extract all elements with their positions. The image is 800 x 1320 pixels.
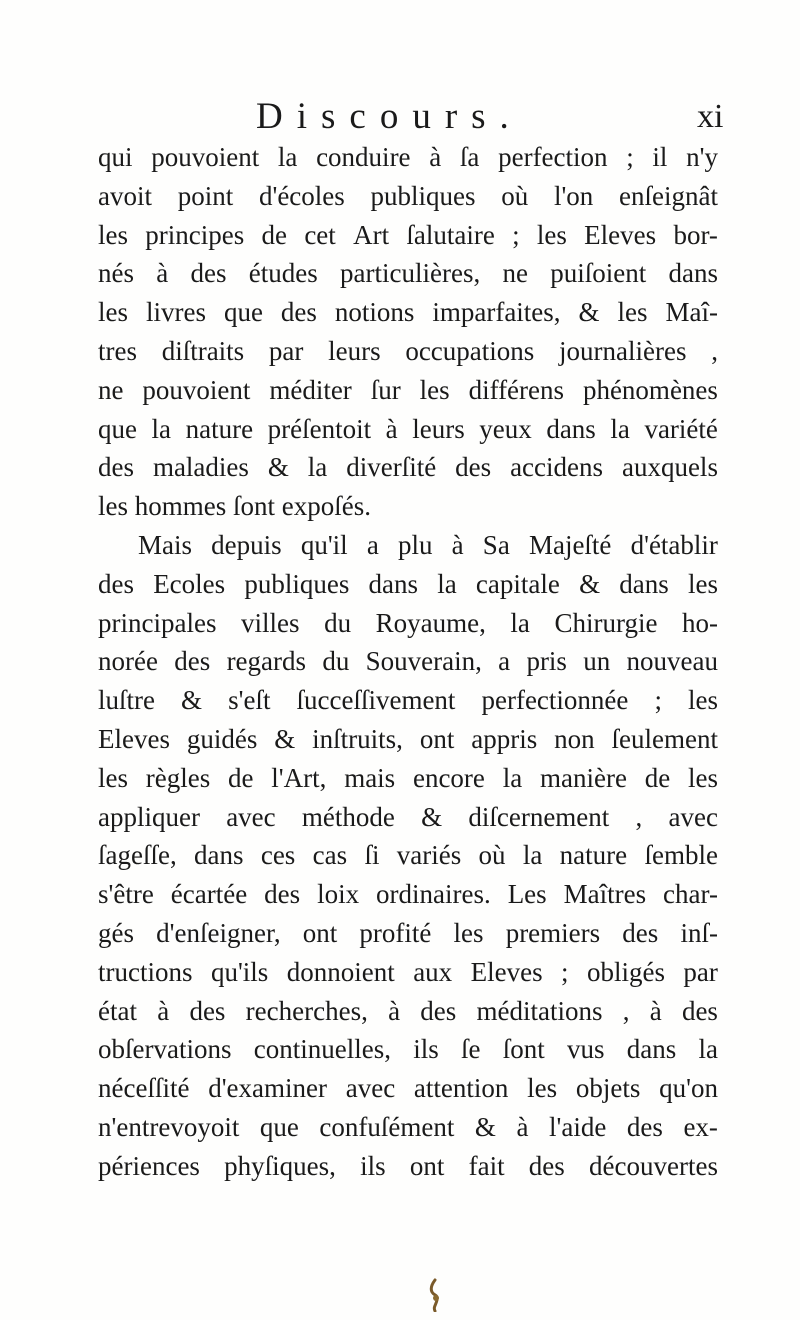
text-line: néceſſité d'examiner avec attention les objets qu'on [98, 1073, 718, 1104]
text-line: les principes de cet Art ſalutaire ; les Eleves bor- [98, 219, 718, 250]
text-line: tres diſtraits par leurs occupations journalières , [98, 335, 718, 366]
text-line: Eleves guidés & inſtruits, ont appris non ſeulement [98, 723, 718, 754]
text-line: que la nature préſentoit à leurs yeux dans la variété [98, 413, 718, 444]
text-line: état à des recherches, à des méditations , à des [98, 995, 718, 1026]
text-line: n'entrevoyoit que confuſément & à l'aide des ex- [98, 1111, 718, 1142]
text-line: norée des regards du Souverain, a pris un nouveau [98, 646, 718, 677]
text-line: principales villes du Royaume, la Chirurgie ho- [98, 607, 718, 638]
ink-mark-icon [426, 1278, 444, 1312]
text-line: Mais depuis qu'il a plu à Sa Majeſté d'établir [138, 529, 718, 560]
text-line: obſervations continuelles, ils ſe ſont vus dans la [98, 1034, 718, 1065]
text-line: des maladies & la diverſité des accidens auxquels [98, 452, 718, 483]
text-line: tructions qu'ils donnoient aux Eleves ; obligés par [98, 956, 718, 987]
page-number: xi [697, 98, 724, 135]
text-line: avoit point d'écoles publiques où l'on enſeignât [98, 180, 718, 211]
page-header [0, 92, 800, 142]
text-line: des Ecoles publiques dans la capitale & dans les [98, 568, 718, 599]
text-line: les hommes ſont expoſés. [98, 491, 371, 522]
text-line: ne pouvoient méditer ſur les différens phénomènes [98, 374, 718, 405]
text-line: luſtre & s'eſt ſucceſſivement perfectionnée ; les [98, 685, 718, 716]
text-line: les règles de l'Art, mais encore la manière de les [98, 762, 718, 793]
text-line: qui pouvoient la conduire à ſa perfection ; il n'y [98, 142, 718, 172]
text-line: périences phyſiques, ils ont fait des découvertes [98, 1150, 718, 1181]
text-line: gés d'enſeigner, ont profité les premiers des inſ- [98, 917, 718, 948]
text-line: appliquer avec méthode & diſcernement , avec [98, 801, 718, 832]
body-text [98, 138, 718, 1186]
text-line: s'être écartée des loix ordinaires. Les Maîtres char- [98, 879, 718, 910]
running-title: Discours. [256, 96, 523, 137]
text-line: nés à des études particulières, ne puiſoient dans [98, 258, 718, 289]
text-line: les livres que des notions imparfaites, & les Maî- [98, 297, 718, 328]
text-line: ſageſſe, dans ces cas ſi variés où la nature ſemble [98, 840, 718, 871]
